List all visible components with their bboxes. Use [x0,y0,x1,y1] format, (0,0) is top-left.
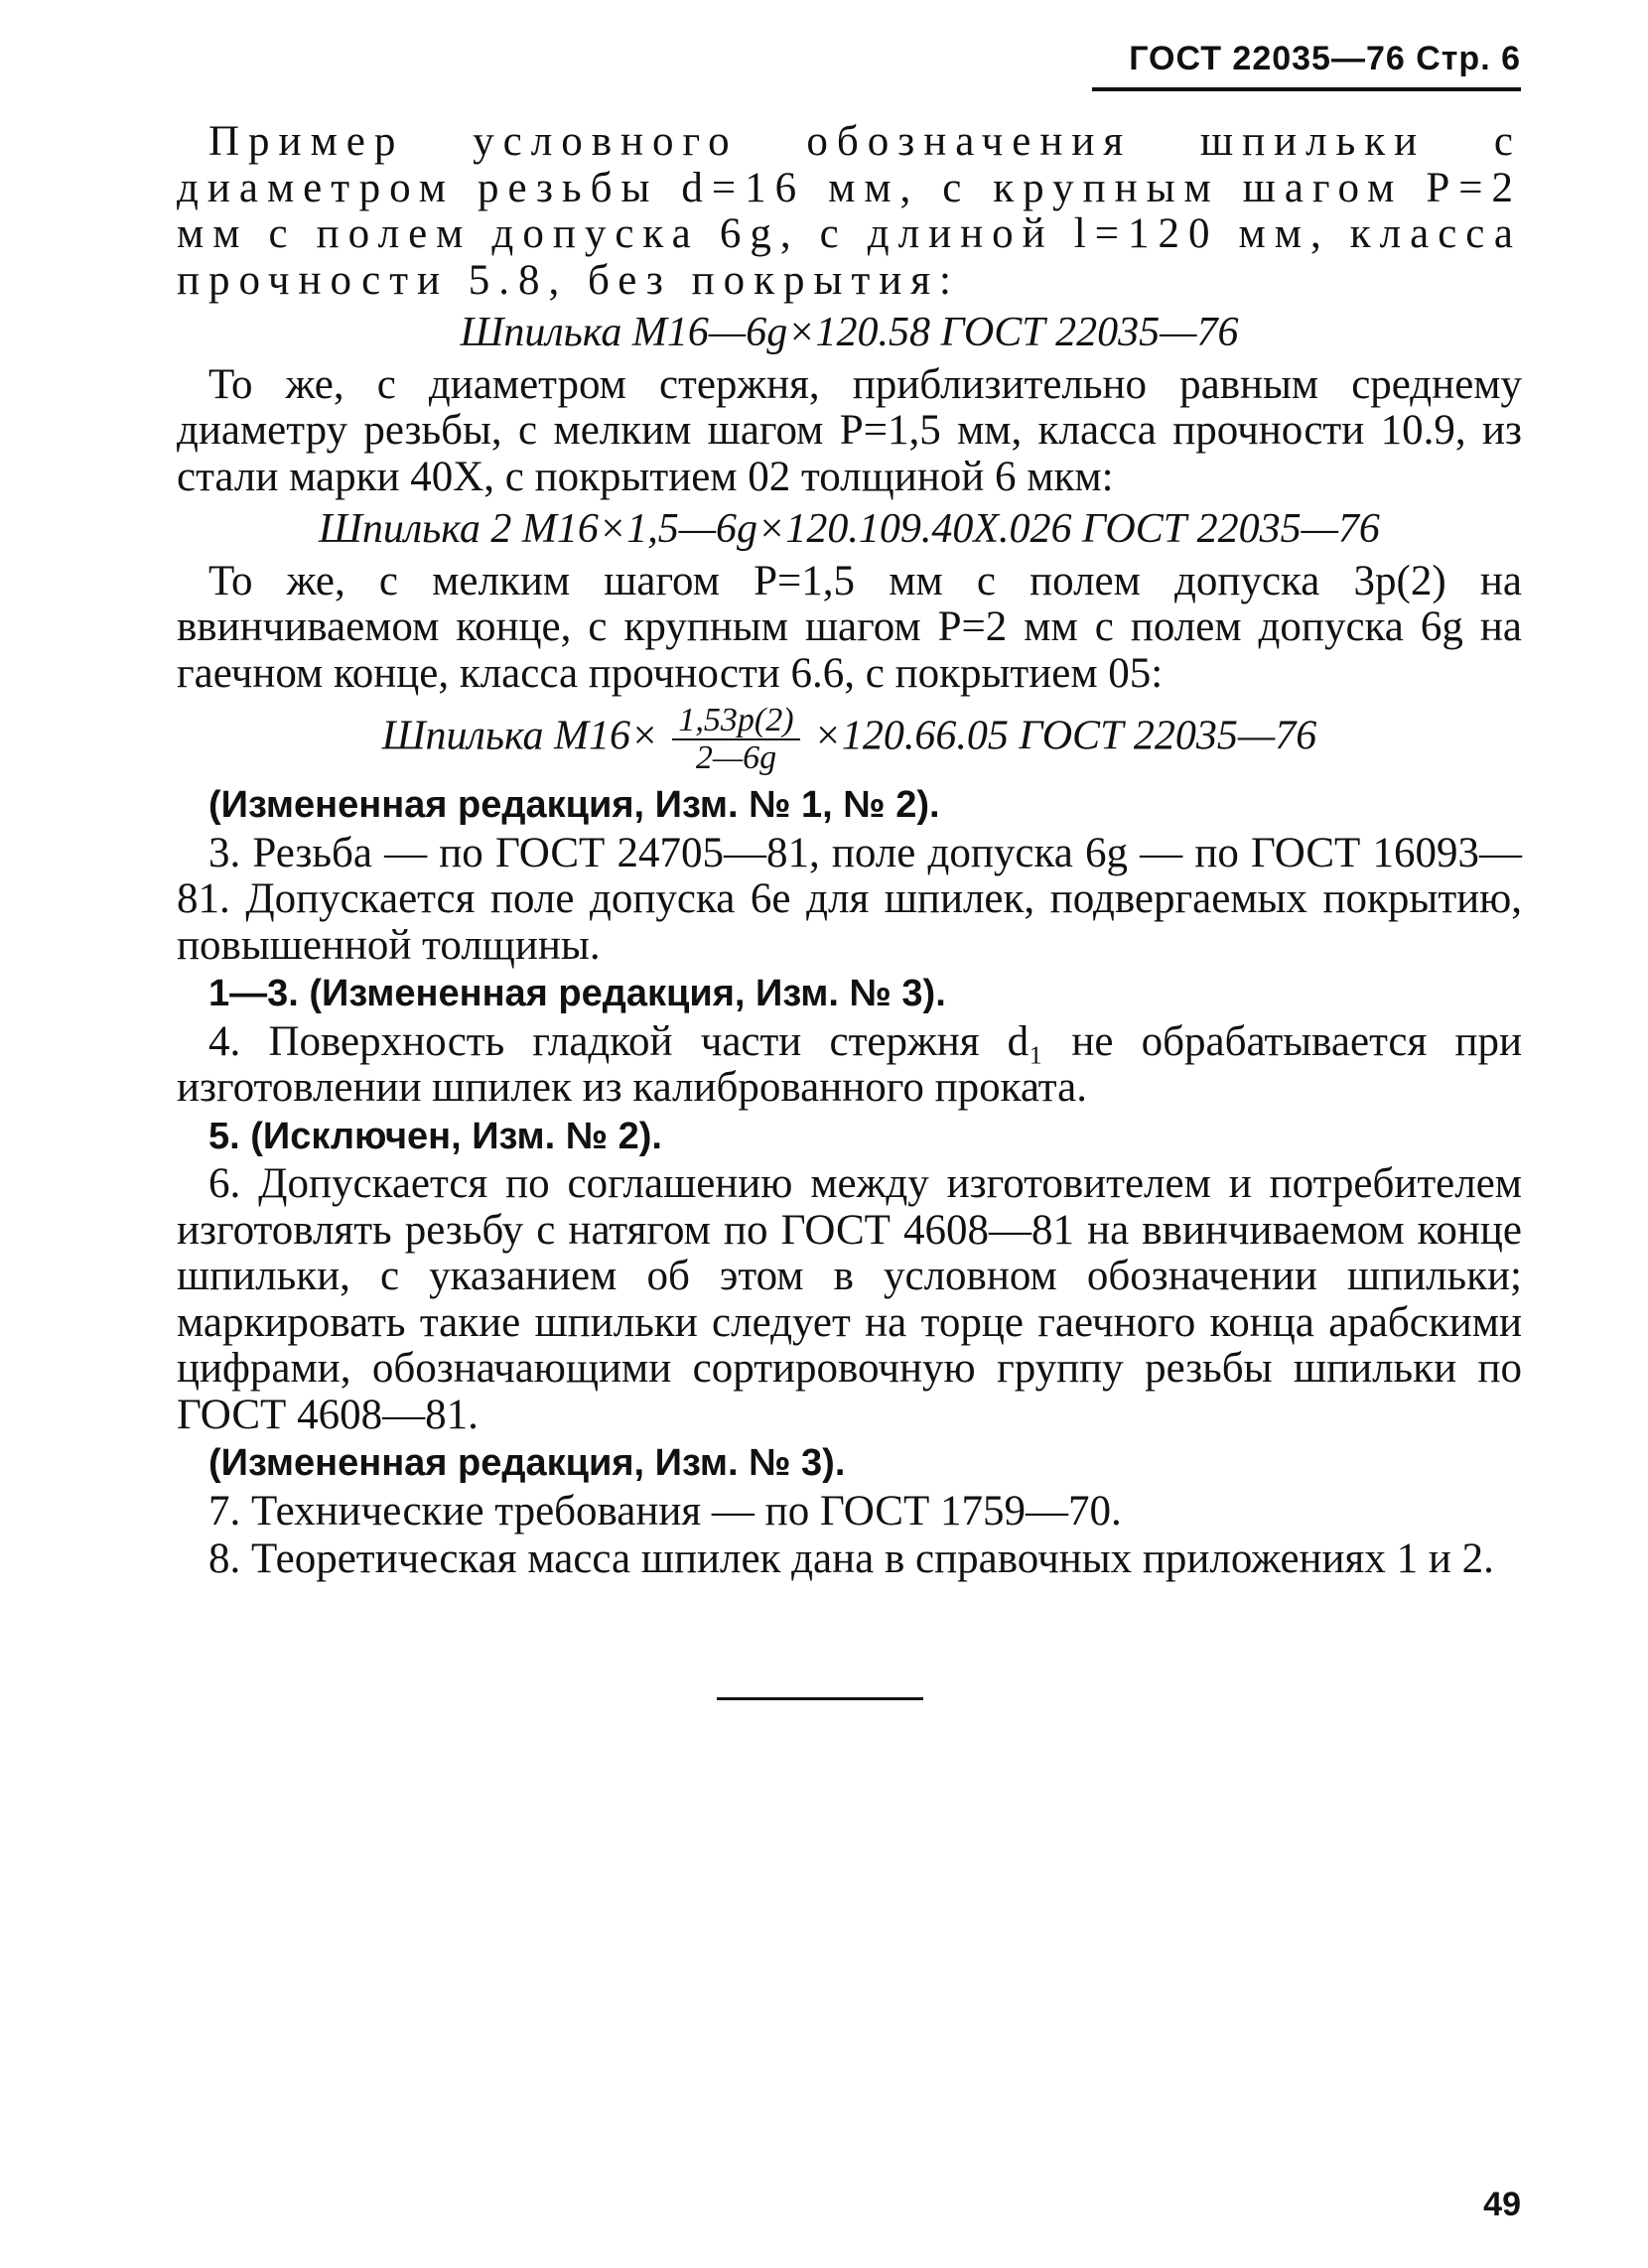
clause-3-thread: 3. Резьба — по ГОСТ 24705—81, поле допуска 6g — по ГОСТ 16093—81. Допускается поле допуска 6е для шпилек, подвергаемых покрытию, повышенной толщины. [177,829,1522,969]
amendment-note-2: 1—3. (Измененная редакция, Изм. № 3). [208,973,946,1014]
paragraph-example-3: То же, с мелким шагом P=1,5 мм с полем допуска 3p(2) на ввинчиваемом конце, с крупным шагом P=2 мм с полем допуска 6g на гаечном конце, класса прочности 6.6, с покрытием 05: [177,557,1522,697]
clause-5-excluded: 5. (Исключен, Изм. № 2). [208,1115,662,1157]
formula-3-prefix: Шпилька M16× [381,713,659,759]
paragraph-example-2: То же, с диаметром стержня, приблизительно равным среднему диаметру резьбы, с мелким шагом P=1,5 мм, класса прочности 10.9, из стали марки 40Х, с покрытием 02 толщиной 6 мкм: [177,360,1522,500]
fraction-numerator: 1,53p(2) [672,703,799,740]
clause-4-surface: 4. Поверхность гладкой части стержня d₁ не обрабатывается при изготовлении шпилек из калиброванного проката. [177,1017,1522,1111]
formula-3-fraction [672,703,799,776]
end-rule [717,1697,923,1700]
paragraph-example-1: Пример условного обозначения шпильки с диаметром резьбы d=16 мм, с крупным шагом P=2 мм с полем допуска 6g, с длиной l=120 мм, класса прочности 5.8, без покрытия: [177,118,1522,304]
document-body [177,119,1522,1585]
amendment-note-1: (Измененная редакция, Изм. № 1, № 2). [208,784,940,826]
formula-designation-3 [177,703,1522,776]
running-header: ГОСТ 22035—76 Стр. 6 [1129,40,1521,77]
clause-6-agreement: 6. Допускается по соглашению между изготовителем и потребителем изготовлять резьбу с натягом по ГОСТ 4608—81 на ввинчиваемом конце шпильки, с указанием об этом в условном обозначении шпильки; маркировать такие шпильки следует на торце гаечного конца арабскими цифрами, обозначающими сортировочную группу резьбы шпильки по ГОСТ 4608—81. [177,1160,1522,1438]
page-number: 49 [1483,2186,1521,2223]
clause-7-requirements: 7. Технические требования — по ГОСТ 1759—70. [208,1487,1122,1534]
fraction-denominator: 2—6g [695,739,777,776]
header-rule [1092,87,1521,91]
amendment-note-3: (Измененная редакция, Изм. № 3). [208,1442,846,1484]
formula-designation-2: Шпилька 2 M16×1,5—6g×120.109.40X.026 ГОСТ 22035—76 [319,506,1380,552]
formula-designation-1: Шпилька M16—6g×120.58 ГОСТ 22035—76 [460,310,1239,355]
clause-8-mass: 8. Теоретическая масса шпилек дана в справочных приложениях 1 и 2. [208,1535,1494,1582]
formula-3-suffix: ×120.66.05 ГОСТ 22035—76 [813,713,1317,759]
